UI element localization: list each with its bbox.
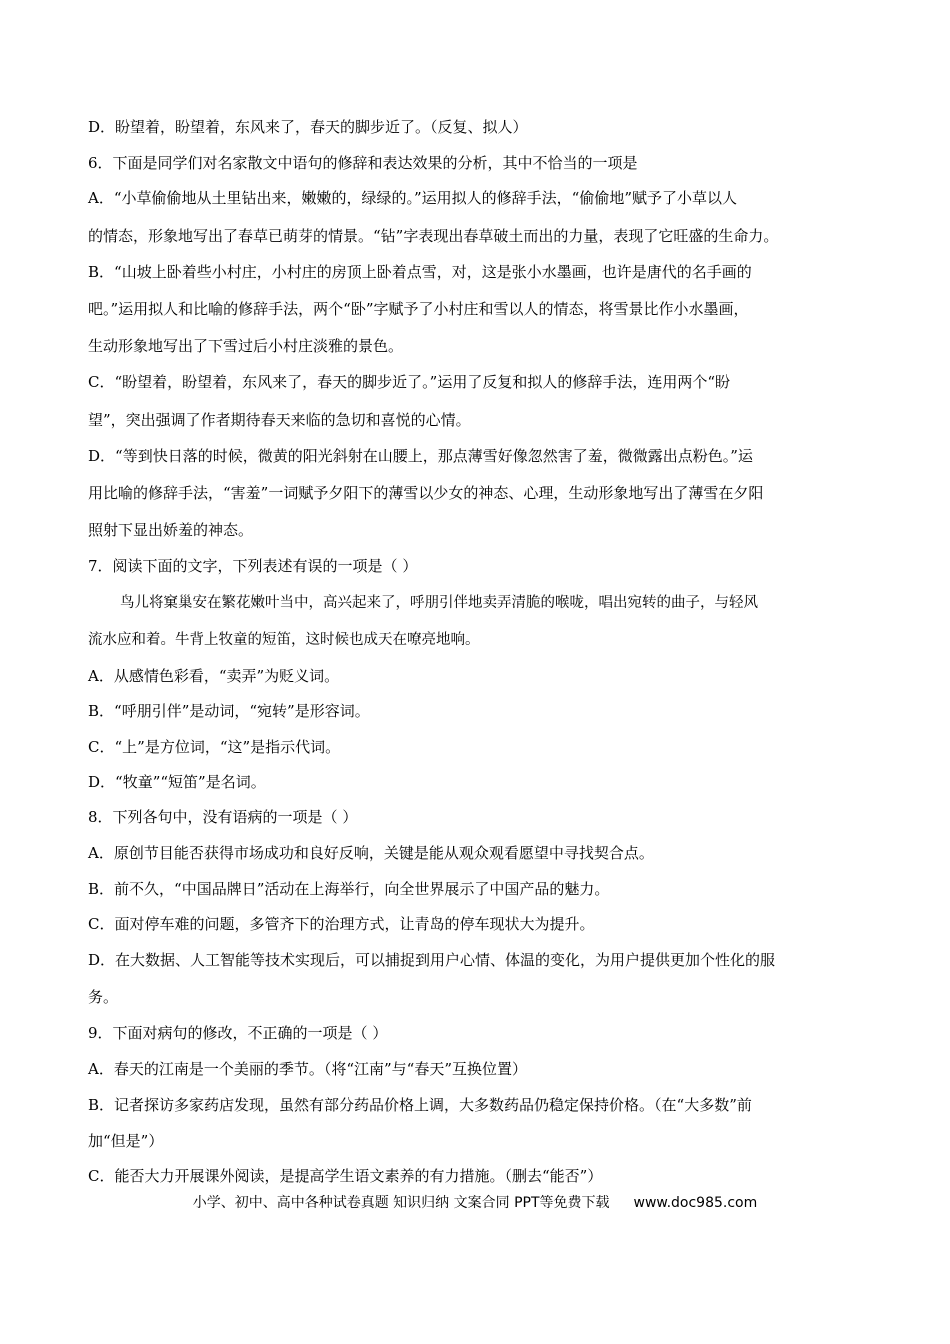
q6-option-a-cont: 的情态，形象地写出了春草已萌芽的情景。“钻”字表现出春草破土而出的力量，表现了它旺盛的生命力。 (88, 227, 779, 245)
q6-option-c: C．“盼望着，盼望着，东风来了，春天的脚步近了。”运用了反复和拟人的修辞手法，连用两个“盼 (88, 373, 730, 391)
q7-stem: 7．阅读下面的文字，下列表述有误的一项是（ ） (88, 557, 418, 575)
q6-option-c-cont: 望”，突出强调了作者期待春天来临的急切和喜悦的心情。 (88, 411, 471, 429)
q6-option-d: D．“等到快日落的时候，微黄的阳光斜射在山腰上，那点薄雪好像忽然害了羞，微微露出点粉色。”运 (88, 447, 753, 465)
q6-option-a: A．“小草偷偷地从土里钻出来，嫩嫩的，绿绿的。”运用拟人的修辞手法，“偷偷地”赋予了小草以人 (88, 189, 738, 207)
q6-option-b: B．“山坡上卧着些小村庄，小村庄的房顶上卧着点雪，对，这是张小水墨画，也许是唐代的名手画的 (88, 263, 752, 281)
q7-option-b: B．“呼朋引伴”是动词，“宛转”是形容词。 (88, 702, 370, 720)
q8-option-d-cont: 务。 (88, 988, 119, 1006)
q7-option-a: A．从感情色彩看，“卖弄”为贬义词。 (88, 667, 340, 685)
q5-option-d: D．盼望着，盼望着，东风来了，春天的脚步近了。（反复、拟人） (88, 118, 528, 136)
q6-option-d-cont2: 照射下显出娇羞的神态。 (88, 521, 254, 539)
q7-passage: 鸟儿将窠巢安在繁花嫩叶当中，高兴起来了，呼朋引伴地卖弄清脆的喉咙，唱出宛转的曲子，与轻风 (120, 595, 758, 611)
page-footer (0, 1192, 950, 1212)
q9-stem: 9．下面对病句的修改，不正确的一项是（ ） (88, 1024, 388, 1042)
q8-option-d: D．在大数据、人工智能等技术实现后，可以捕捉到用户心情、体温的变化，为用户提供更加个性化的服 (88, 951, 776, 969)
q9-option-b-cont: 加“但是”） (88, 1132, 164, 1150)
q9-option-b: B．记者探访多家药店发现，虽然有部分药品价格上调，大多数药品仍稳定保持价格。（在“大多数”前 (88, 1096, 752, 1114)
q9-option-a: A．春天的江南是一个美丽的季节。（将“江南”与“春天”互换位置） (88, 1060, 528, 1078)
q6-option-b-cont: 吧。”运用拟人和比喻的修辞手法，两个“卧”字赋予了小村庄和雪以人的情态，将雪景比作小水墨画， (88, 300, 749, 318)
q6-option-b-cont2: 生动形象地写出了下雪过后小村庄淡雅的景色。 (88, 337, 404, 355)
q6-option-d-cont: 用比喻的修辞手法，“害羞”一词赋予夕阳下的薄雪以少女的神态、心理，生动形象地写出了薄雪在夕阳 (88, 484, 764, 502)
q6-stem: 6．下面是同学们对名家散文中语句的修辞和表达效果的分析，其中不恰当的一项是 (88, 154, 638, 172)
footer-url-link[interactable]: www.doc985.com (633, 1195, 758, 1211)
q7-option-d: D．“牧童”“短笛”是名词。 (88, 773, 266, 791)
q8-option-b: B．前不久，“中国品牌日”活动在上海举行，向全世界展示了中国产品的魅力。 (88, 880, 610, 898)
q7-passage-cont: 流水应和着。牛背上牧童的短笛，这时候也成天在嘹亮地响。 (88, 632, 480, 648)
q8-stem: 8．下列各句中，没有语病的一项是（ ） (88, 808, 358, 826)
q8-option-a: A．原创节目能否获得市场成功和良好反响，关键是能从观众观看愿望中寻找契合点。 (88, 844, 654, 862)
q7-option-c: C．“上”是方位词，“这”是指示代词。 (88, 738, 341, 756)
q8-option-c: C．面对停车难的问题，多管齐下的治理方式，让青岛的停车现状大为提升。 (88, 915, 595, 933)
footer-text: 小学、初中、高中各种试卷真题 知识归纳 文案合同 PPT等免费下载 (192, 1195, 610, 1211)
q9-option-c: C．能否大力开展课外阅读，是提高学生语文素养的有力措施。（删去“能否”） (88, 1167, 603, 1185)
